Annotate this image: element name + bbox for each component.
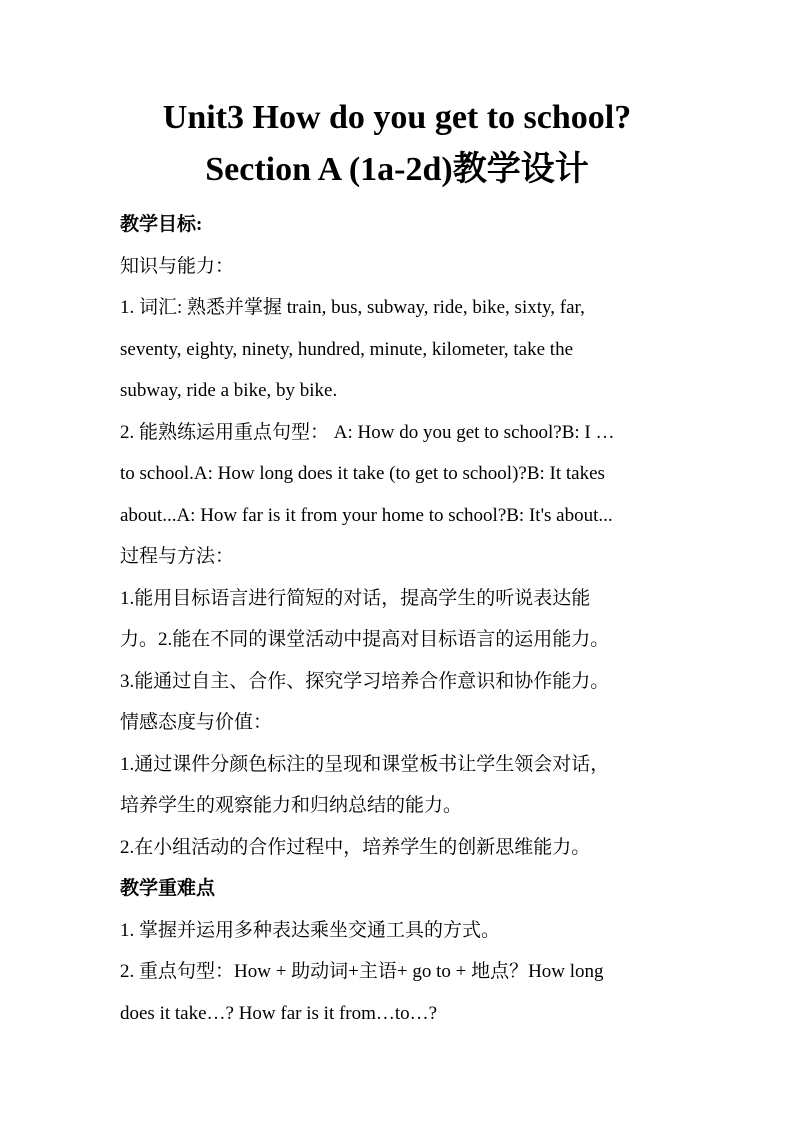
document-title-line-2: Section A (1a-2d)教学设计 <box>205 151 589 188</box>
section-heading-key-points: 教学重难点 <box>120 878 216 899</box>
paragraph-line: 培养学生的观察能力和归纳总结的能力。 <box>120 795 463 816</box>
paragraph-line: seventy, eighty, ninety, hundred, minute, kilometer, take the <box>120 338 574 360</box>
subheading-attitude-values: 情感态度与价值： <box>120 712 273 733</box>
section-heading-teaching-goals: 教学目标: <box>120 214 203 235</box>
paragraph-line: subway, ride a bike, by bike. <box>120 380 338 401</box>
document-title-line-1: Unit3 How do you get to school? <box>162 99 632 136</box>
document-body <box>120 204 680 1034</box>
paragraph-line: 2.在小组活动的合作过程中，培养学生的创新思维能力。 <box>120 836 591 858</box>
paragraph-line: 1. 词汇: 熟悉并掌握 train, bus, subway, ride, bike, sixty, far, <box>120 297 585 318</box>
paragraph-line: 2. 重点句型：How + 助动词+主语+ go to + 地点？How long <box>120 961 604 982</box>
paragraph-line: 1.能用目标语言进行简短的对话，提高学生的听说表达能 <box>120 587 591 609</box>
paragraph-line: 2. 能熟练运用重点句型： A: How do you get to school?B: I … <box>120 421 615 443</box>
subheading-process-method: 过程与方法： <box>120 546 235 567</box>
paragraph-line: 力。2.能在不同的课堂活动中提高对目标语言的运用能力。 <box>120 629 610 650</box>
paragraph-line: to school.A: How long does it take (to get to school)?B: It takes <box>120 463 605 484</box>
subheading-knowledge-ability: 知识与能力： <box>120 255 235 277</box>
paragraph-line: does it take…? How far is it from…to…? <box>120 1002 438 1024</box>
paragraph-line: 1. 掌握并运用多种表达乘坐交通工具的方式。 <box>120 919 501 941</box>
paragraph-line: 3.能通过自主、合作、探究学习培养合作意识和协作能力。 <box>120 670 610 692</box>
paragraph-line: about...A: How far is it from your home to school?B: It's about... <box>120 504 613 526</box>
paragraph-line: 1.通过课件分颜色标注的呈现和课堂板书让学生领会对话， <box>120 753 610 775</box>
